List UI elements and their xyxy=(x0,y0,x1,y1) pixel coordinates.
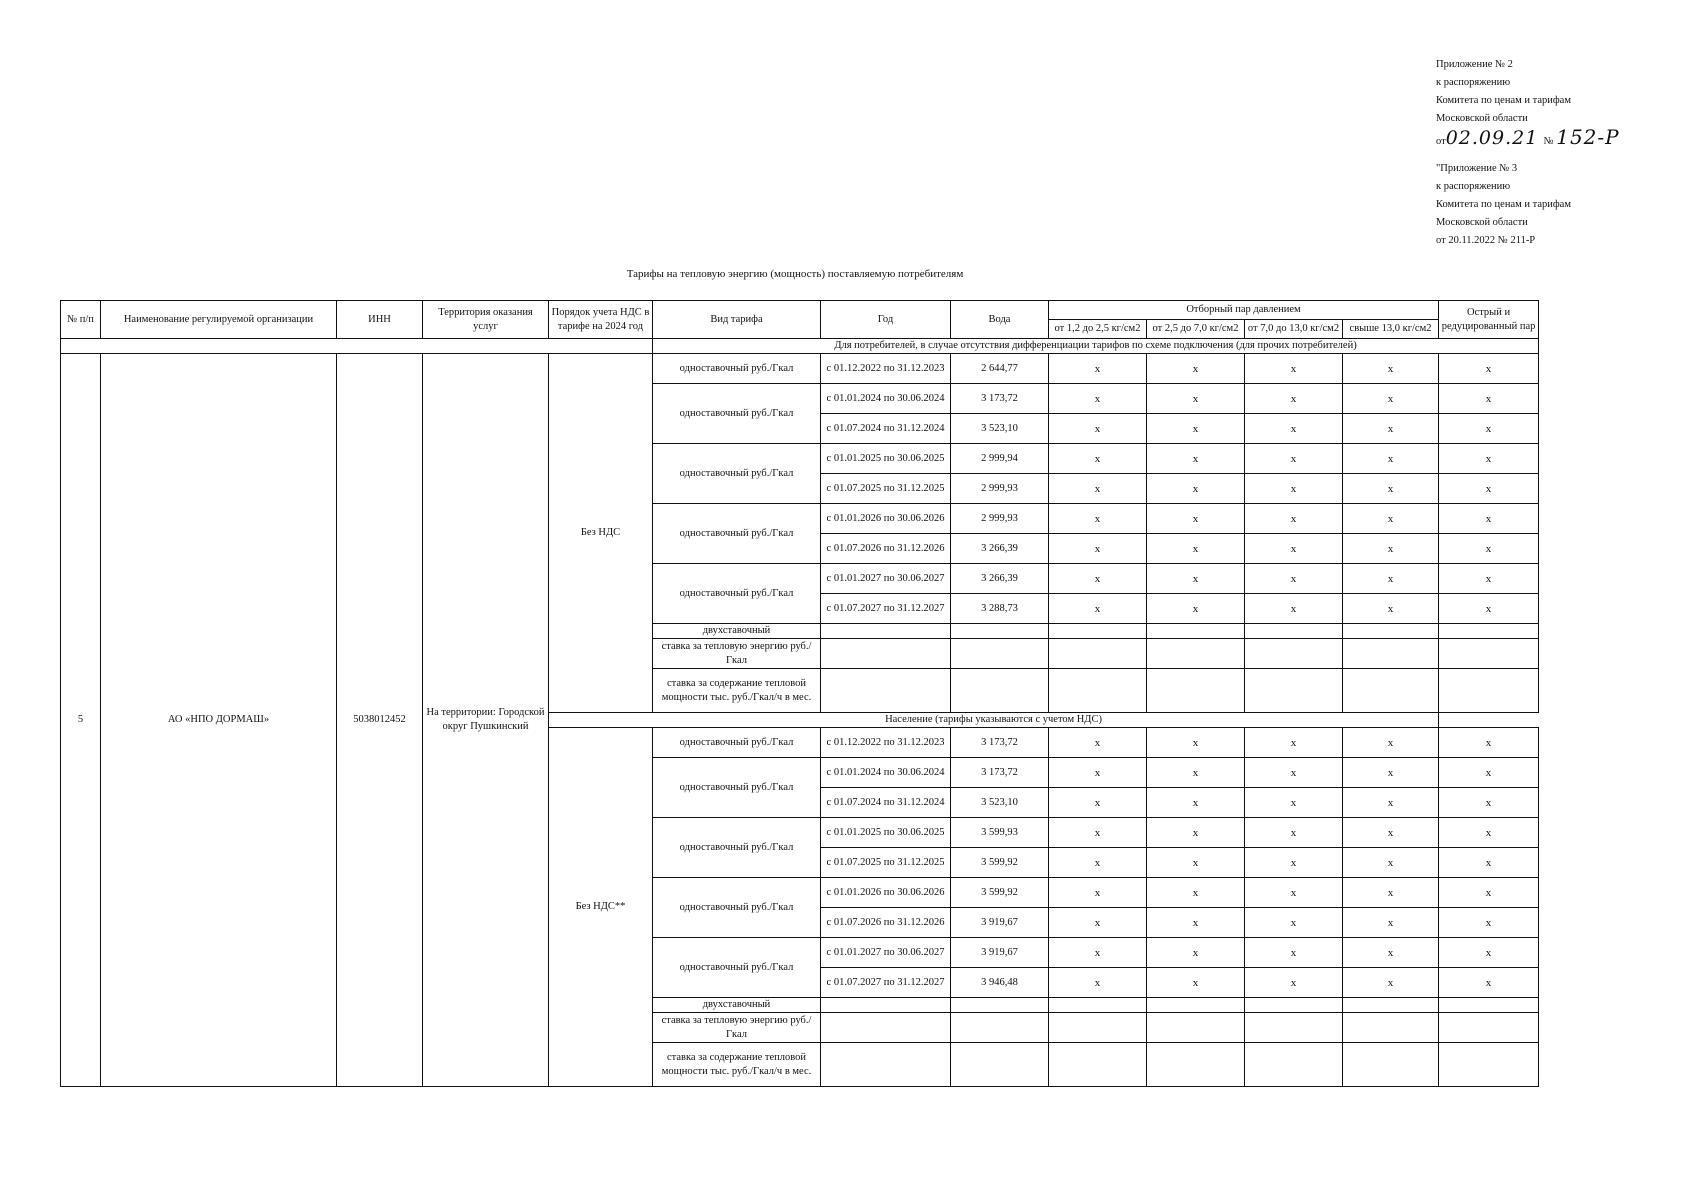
not-applicable-mark: х xyxy=(1439,758,1539,788)
not-applicable-mark: х xyxy=(1343,444,1439,474)
not-applicable-mark: х xyxy=(1147,444,1245,474)
not-applicable-mark: х xyxy=(1049,534,1147,564)
two-part-label: двухставочный xyxy=(653,998,821,1013)
period: с 01.01.2026 по 30.06.2026 xyxy=(821,504,951,534)
water-tariff: 3 919,67 xyxy=(951,908,1049,938)
header-steam-3: от 7,0 до 13,0 кг/см2 xyxy=(1245,320,1343,339)
not-applicable-mark: х xyxy=(1439,728,1539,758)
tariff-type: одноставочный руб./Гкал xyxy=(653,728,821,758)
period: с 01.07.2027 по 31.12.2027 xyxy=(821,968,951,998)
not-applicable-mark: х xyxy=(1439,968,1539,998)
empty-cell xyxy=(1147,639,1245,669)
not-applicable-mark: х xyxy=(1147,968,1245,998)
not-applicable-mark: х xyxy=(1245,818,1343,848)
empty-cell xyxy=(1245,624,1343,639)
empty-cell xyxy=(1439,624,1539,639)
tariff-type: одноставочный руб./Гкал xyxy=(653,758,821,818)
header-steam-group: Отборный пар давлением xyxy=(1049,301,1439,320)
tariff-type: одноставочный руб./Гкал xyxy=(653,444,821,504)
water-tariff: 3 523,10 xyxy=(951,414,1049,444)
not-applicable-mark: х xyxy=(1343,594,1439,624)
org-territory: На территории: Городской округ Пушкинский xyxy=(423,354,549,1087)
water-tariff: 3 919,67 xyxy=(951,938,1049,968)
org-inn: 5038012452 xyxy=(337,354,423,1087)
not-applicable-mark: х xyxy=(1439,788,1539,818)
not-applicable-mark: х xyxy=(1147,818,1245,848)
period: с 01.01.2024 по 30.06.2024 xyxy=(821,384,951,414)
empty-cell xyxy=(821,639,951,669)
period: с 01.07.2026 по 31.12.2026 xyxy=(821,908,951,938)
not-applicable-mark: х xyxy=(1439,414,1539,444)
date-prefix: от xyxy=(1436,136,1446,147)
empty-cell xyxy=(1147,1013,1245,1043)
period: с 01.07.2025 по 31.12.2025 xyxy=(821,848,951,878)
empty-cell xyxy=(821,1043,951,1087)
period: с 01.07.2025 по 31.12.2025 xyxy=(821,474,951,504)
empty-cell xyxy=(951,998,1049,1013)
empty-cell xyxy=(951,1043,1049,1087)
not-applicable-mark: х xyxy=(1245,564,1343,594)
not-applicable-mark: х xyxy=(1343,414,1439,444)
empty-cell xyxy=(1049,669,1147,713)
appendix-2-line3: Комитета по ценам и тарифам xyxy=(1436,95,1571,106)
not-applicable-mark: х xyxy=(1343,758,1439,788)
not-applicable-mark: х xyxy=(1343,564,1439,594)
energy-rate-label: ставка за тепловую энергию руб./Гкал xyxy=(653,1013,821,1043)
section-title-row xyxy=(61,339,1539,354)
not-applicable-mark: х xyxy=(1245,534,1343,564)
not-applicable-mark: х xyxy=(1439,354,1539,384)
appendix-2-line2: к распоряжению xyxy=(1436,77,1511,88)
not-applicable-mark: х xyxy=(1049,384,1147,414)
empty-cell xyxy=(1147,669,1245,713)
two-part-label: двухставочный xyxy=(653,624,821,639)
not-applicable-mark: х xyxy=(1049,504,1147,534)
not-applicable-mark: х xyxy=(1049,474,1147,504)
not-applicable-mark: х xyxy=(1147,908,1245,938)
tariff-type: одноставочный руб./Гкал xyxy=(653,818,821,878)
empty-cell xyxy=(951,669,1049,713)
not-applicable-mark: х xyxy=(1245,758,1343,788)
not-applicable-mark: х xyxy=(1439,848,1539,878)
not-applicable-mark: х xyxy=(1147,728,1245,758)
section-title-population: Население (тарифы указываются с учетом НДС) xyxy=(549,713,1439,728)
not-applicable-mark: х xyxy=(1343,938,1439,968)
header-steam-4: свыше 13,0 кг/см2 xyxy=(1343,320,1439,339)
not-applicable-mark: х xyxy=(1439,534,1539,564)
empty-cell xyxy=(1147,624,1245,639)
not-applicable-mark: х xyxy=(1147,384,1245,414)
water-tariff: 3 173,72 xyxy=(951,758,1049,788)
empty-cell xyxy=(1049,1013,1147,1043)
tariff-type: одноставочный руб./Гкал xyxy=(653,938,821,998)
empty-cell xyxy=(1439,639,1539,669)
tariff-type: одноставочный руб./Гкал xyxy=(653,504,821,564)
section-title-other: Для потребителей, в случае отсутствия дифференциации тарифов по схеме подключения (для прочих потребителей) xyxy=(653,339,1539,354)
empty-cell xyxy=(1049,624,1147,639)
empty-cell xyxy=(1439,998,1539,1013)
handwritten-number: 152-Р xyxy=(1556,125,1620,149)
empty-cell xyxy=(1343,639,1439,669)
not-applicable-mark: х xyxy=(1049,444,1147,474)
not-applicable-mark: х xyxy=(1343,878,1439,908)
water-tariff: 2 999,94 xyxy=(951,444,1049,474)
not-applicable-mark: х xyxy=(1049,968,1147,998)
not-applicable-mark: х xyxy=(1147,788,1245,818)
vat-order: Без НДС** xyxy=(549,728,653,1087)
appendix-3-block xyxy=(1436,160,1571,250)
empty-cell xyxy=(1343,1013,1439,1043)
org-number: 5 xyxy=(61,354,101,1087)
not-applicable-mark: х xyxy=(1049,908,1147,938)
not-applicable-mark: х xyxy=(1049,564,1147,594)
appendix-2-line1: Приложение № 2 xyxy=(1436,59,1513,70)
period: с 01.01.2024 по 30.06.2024 xyxy=(821,758,951,788)
not-applicable-mark: х xyxy=(1147,534,1245,564)
period: с 01.01.2027 по 30.06.2027 xyxy=(821,564,951,594)
header-steam-1: от 1,2 до 2,5 кг/см2 xyxy=(1049,320,1147,339)
handwritten-date: 02.09.21 xyxy=(1445,127,1539,149)
not-applicable-mark: х xyxy=(1439,594,1539,624)
water-tariff: 2 999,93 xyxy=(951,504,1049,534)
empty-cell xyxy=(1343,624,1439,639)
number-prefix: № xyxy=(1543,136,1554,147)
not-applicable-mark: х xyxy=(1343,818,1439,848)
org-name: АО «НПО ДОРМАШ» xyxy=(101,354,337,1087)
not-applicable-mark: х xyxy=(1049,594,1147,624)
period: с 01.12.2022 по 31.12.2023 xyxy=(821,354,951,384)
appendix-3-line5: от 20.11.2022 № 211-Р xyxy=(1436,235,1536,246)
empty-cell xyxy=(1245,1043,1343,1087)
header-tariff-type: Вид тарифа xyxy=(653,301,821,339)
appendix-3-line2: к распоряжению xyxy=(1436,181,1511,192)
appendix-2-block xyxy=(1436,56,1620,151)
tariff-type: одноставочный руб./Гкал xyxy=(653,384,821,444)
not-applicable-mark: х xyxy=(1343,534,1439,564)
water-tariff: 3 599,93 xyxy=(951,818,1049,848)
tariff-type: одноставочный руб./Гкал xyxy=(653,354,821,384)
not-applicable-mark: х xyxy=(1147,414,1245,444)
not-applicable-mark: х xyxy=(1343,908,1439,938)
not-applicable-mark: х xyxy=(1049,758,1147,788)
not-applicable-mark: х xyxy=(1147,474,1245,504)
empty-cell xyxy=(951,1013,1049,1043)
not-applicable-mark: х xyxy=(1049,938,1147,968)
not-applicable-mark: х xyxy=(1245,968,1343,998)
not-applicable-mark: х xyxy=(1147,354,1245,384)
header-vat: Порядок учета НДС в тарифе на 2024 год xyxy=(549,301,653,339)
header-inn: ИНН xyxy=(337,301,423,339)
water-tariff: 3 599,92 xyxy=(951,848,1049,878)
water-tariff: 3 266,39 xyxy=(951,534,1049,564)
not-applicable-mark: х xyxy=(1049,788,1147,818)
not-applicable-mark: х xyxy=(1049,414,1147,444)
period: с 01.07.2026 по 31.12.2026 xyxy=(821,534,951,564)
empty-cell xyxy=(1049,1043,1147,1087)
table-body xyxy=(61,339,1539,1087)
empty-cell xyxy=(1439,1043,1539,1087)
not-applicable-mark: х xyxy=(1147,758,1245,788)
header-year: Год xyxy=(821,301,951,339)
appendix-3-line4: Московской области xyxy=(1436,217,1528,228)
water-tariff: 3 266,39 xyxy=(951,564,1049,594)
header-num: № п/п xyxy=(61,301,101,339)
appendix-2-date-line xyxy=(1436,125,1620,151)
not-applicable-mark: х xyxy=(1245,504,1343,534)
not-applicable-mark: х xyxy=(1439,908,1539,938)
not-applicable-mark: х xyxy=(1147,848,1245,878)
not-applicable-mark: х xyxy=(1245,444,1343,474)
not-applicable-mark: х xyxy=(1343,848,1439,878)
period: с 01.07.2027 по 31.12.2027 xyxy=(821,594,951,624)
document-title: Тарифы на тепловую энергию (мощность) поставляемую потребителям xyxy=(626,268,964,280)
empty-cell xyxy=(821,669,951,713)
header-territory: Территория оказания услуг xyxy=(423,301,549,339)
not-applicable-mark: х xyxy=(1439,938,1539,968)
water-tariff: 3 173,72 xyxy=(951,384,1049,414)
period: с 01.01.2026 по 30.06.2026 xyxy=(821,878,951,908)
energy-rate-label: ставка за тепловую энергию руб./Гкал xyxy=(653,639,821,669)
not-applicable-mark: х xyxy=(1245,848,1343,878)
not-applicable-mark: х xyxy=(1343,474,1439,504)
not-applicable-mark: х xyxy=(1147,938,1245,968)
not-applicable-mark: х xyxy=(1245,414,1343,444)
not-applicable-mark: х xyxy=(1343,968,1439,998)
not-applicable-mark: х xyxy=(1245,908,1343,938)
not-applicable-mark: х xyxy=(1147,594,1245,624)
water-tariff: 2 999,93 xyxy=(951,474,1049,504)
not-applicable-mark: х xyxy=(1049,728,1147,758)
period: с 01.01.2025 по 30.06.2025 xyxy=(821,444,951,474)
appendix-3-line3: Комитета по ценам и тарифам xyxy=(1436,199,1571,210)
empty-cell xyxy=(821,998,951,1013)
not-applicable-mark: х xyxy=(1245,788,1343,818)
table-header xyxy=(61,301,1539,339)
not-applicable-mark: х xyxy=(1245,474,1343,504)
empty-cell xyxy=(1343,669,1439,713)
not-applicable-mark: х xyxy=(1147,564,1245,594)
not-applicable-mark: х xyxy=(1439,504,1539,534)
header-steam-2: от 2,5 до 7,0 кг/см2 xyxy=(1147,320,1245,339)
header-org: Наименование регулируемой организации xyxy=(101,301,337,339)
appendix-3-line1: "Приложение № 3 xyxy=(1436,163,1518,174)
table-row xyxy=(61,354,1539,384)
section-spacer xyxy=(61,339,653,354)
not-applicable-mark: х xyxy=(1049,818,1147,848)
not-applicable-mark: х xyxy=(1343,354,1439,384)
empty-cell xyxy=(821,1013,951,1043)
not-applicable-mark: х xyxy=(1439,474,1539,504)
capacity-rate-label: ставка за содержание тепловой мощности тыс. руб./Гкал/ч в мес. xyxy=(653,1043,821,1087)
empty-cell xyxy=(1439,669,1539,713)
period: с 01.01.2027 по 30.06.2027 xyxy=(821,938,951,968)
empty-cell xyxy=(1245,1013,1343,1043)
empty-cell xyxy=(1343,1043,1439,1087)
period: с 01.07.2024 по 31.12.2024 xyxy=(821,788,951,818)
period: с 01.12.2022 по 31.12.2023 xyxy=(821,728,951,758)
water-tariff: 3 288,73 xyxy=(951,594,1049,624)
not-applicable-mark: х xyxy=(1245,938,1343,968)
not-applicable-mark: х xyxy=(1049,848,1147,878)
not-applicable-mark: х xyxy=(1343,728,1439,758)
not-applicable-mark: х xyxy=(1147,504,1245,534)
empty-cell xyxy=(1245,639,1343,669)
not-applicable-mark: х xyxy=(1245,384,1343,414)
vat-order: Без НДС xyxy=(549,354,653,713)
not-applicable-mark: х xyxy=(1439,444,1539,474)
not-applicable-mark: х xyxy=(1343,788,1439,818)
not-applicable-mark: х xyxy=(1439,878,1539,908)
not-applicable-mark: х xyxy=(1245,728,1343,758)
empty-cell xyxy=(951,624,1049,639)
not-applicable-mark: х xyxy=(1343,384,1439,414)
not-applicable-mark: х xyxy=(1245,878,1343,908)
header-water: Вода xyxy=(951,301,1049,339)
water-tariff: 3 523,10 xyxy=(951,788,1049,818)
appendix-2-line4: Московской области xyxy=(1436,113,1528,124)
capacity-rate-label: ставка за содержание тепловой мощности тыс. руб./Гкал/ч в мес. xyxy=(653,669,821,713)
empty-cell xyxy=(1343,998,1439,1013)
tariff-type: одноставочный руб./Гкал xyxy=(653,878,821,938)
not-applicable-mark: х xyxy=(1049,354,1147,384)
water-tariff: 2 644,77 xyxy=(951,354,1049,384)
period: с 01.01.2025 по 30.06.2025 xyxy=(821,818,951,848)
not-applicable-mark: х xyxy=(1343,504,1439,534)
water-tariff: 3 946,48 xyxy=(951,968,1049,998)
empty-cell xyxy=(1049,639,1147,669)
empty-cell xyxy=(1147,1043,1245,1087)
tariff-type: одноставочный руб./Гкал xyxy=(653,564,821,624)
not-applicable-mark: х xyxy=(1439,384,1539,414)
not-applicable-mark: х xyxy=(1049,878,1147,908)
water-tariff: 3 599,92 xyxy=(951,878,1049,908)
empty-cell xyxy=(1245,669,1343,713)
empty-cell xyxy=(1439,1013,1539,1043)
not-applicable-mark: х xyxy=(1439,818,1539,848)
empty-cell xyxy=(1049,998,1147,1013)
header-sharp-steam: Острый и редуцированный пар xyxy=(1439,301,1539,339)
period: с 01.07.2024 по 31.12.2024 xyxy=(821,414,951,444)
empty-cell xyxy=(821,624,951,639)
empty-cell xyxy=(1147,998,1245,1013)
tariff-table xyxy=(60,300,1539,1087)
not-applicable-mark: х xyxy=(1245,594,1343,624)
not-applicable-mark: х xyxy=(1147,878,1245,908)
not-applicable-mark: х xyxy=(1439,564,1539,594)
empty-cell xyxy=(1245,998,1343,1013)
not-applicable-mark: х xyxy=(1245,354,1343,384)
empty-cell xyxy=(951,639,1049,669)
water-tariff: 3 173,72 xyxy=(951,728,1049,758)
